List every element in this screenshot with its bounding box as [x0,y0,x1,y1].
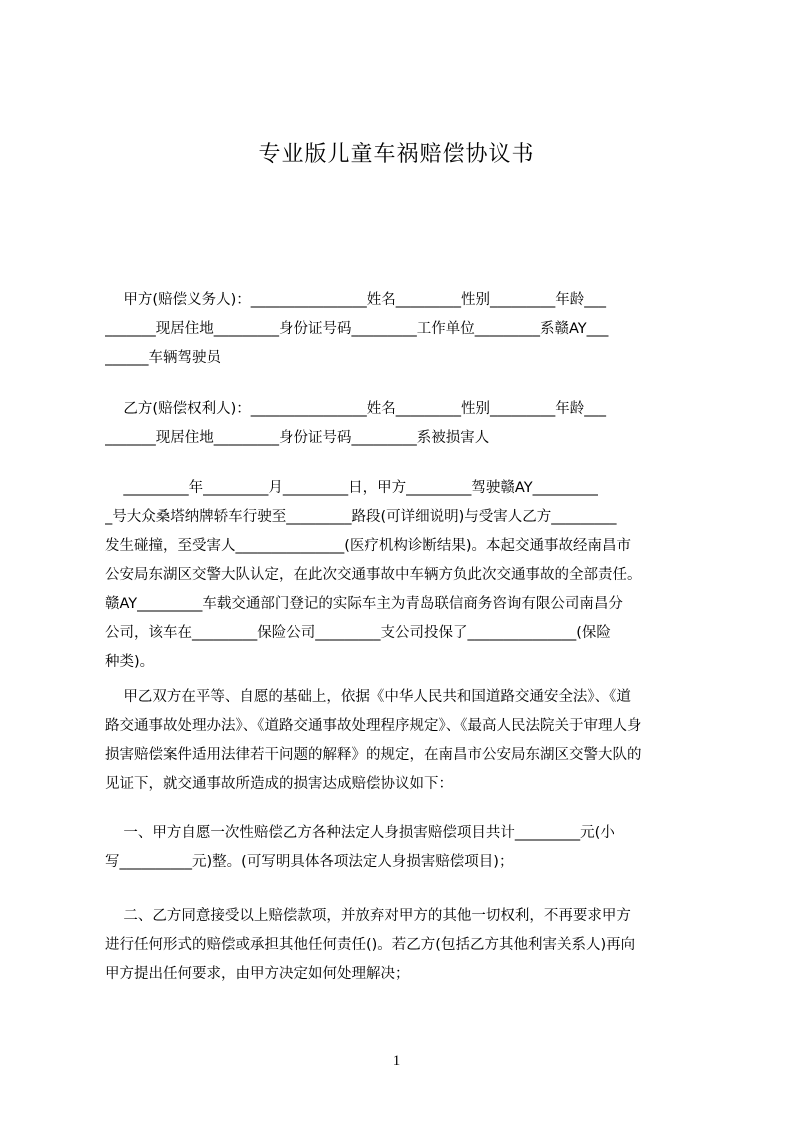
page-number: 1 [392,1053,401,1069]
paragraph-clause-one [105,819,700,877]
paragraph-party-a [105,286,700,373]
paragraph-line: 甲方提出任何要求，由甲方决定如何处理解决； [105,966,410,982]
paragraph-party-b [105,395,700,453]
paragraph-line: 甲方(赔偿义务人)：________________姓名_________性别_________年龄___ [105,292,606,308]
paragraph-line: 公司，该车在_________保险公司_________支公司投保了_______________(保险 [105,625,611,641]
paragraph-line: 种类)。 [105,654,155,670]
paragraph-line: 乙方(赔偿权利人)：________________姓名_________性别_________年龄___ [105,401,606,417]
paragraph-line: 见证下，就交通事故所造成的损害达成赔偿协议如下： [105,776,453,792]
paragraph-line: _______现居住地_________身份证号码_________工作单位_________系赣AY___ [105,321,609,337]
paragraph-accident-details [105,474,700,677]
paragraph-legal-basis [105,683,700,799]
paragraph-clause-two [105,902,700,989]
paragraph-line: ______车辆驾驶员 [105,350,221,366]
paragraph-line: 甲乙双方在平等、自愿的基础上，依据《中华人民共和国道路交通安全法》、《道 [105,689,631,705]
paragraph-line: 一、甲方自愿一次性赔偿乙方各种法定人身损害赔偿项目共计_________元(小 [105,825,615,841]
paragraph-line: 进行任何形式的赔偿或承担其他任何责任()。若乙方(包括乙方其他利害关系人)再向 [105,937,636,953]
paragraph-line: _________年_________月_________日，甲方_________驾驶赣AY_________ [105,480,598,496]
paragraph-line: 公安局东湖区交警大队认定，在此次交通事故中车辆方负此次交通事故的全部责任。 [105,567,642,583]
paragraph-line: 路交通事故处理办法》、《道路交通事故处理程序规定》、《最高人民法院关于审理人身 [105,718,642,734]
document-title: 专业版儿童车祸赔偿协议书 [258,142,535,167]
paragraph-line: 发生碰撞，至受害人_______________(医疗机构诊断结果)。本起交通事故经南昌市 [105,538,632,554]
paragraph-line: _______现居住地_________身份证号码_________系被损害人 [105,430,490,446]
paragraph-line: 损害赔偿案件适用法律若干问题的解释》的规定，在南昌市公安局东湖区交警大队的 [105,747,642,763]
paragraph-line: 写__________元)整。(可写明具体各项法定人身损害赔偿项目)； [105,854,514,870]
paragraph-line: 赣AY_________车载交通部门登记的实际车主为青岛联信商务咨询有限公司南昌分 [105,596,623,612]
paragraph-line: 二、乙方同意接受以上赔偿款项，并放弃对甲方的其他一切权利，不再要求甲方 [105,908,631,924]
paragraph-line: _号大众桑塔纳牌轿车行驶至_________路段(可详细说明)与受害人乙方_________ [105,509,617,525]
